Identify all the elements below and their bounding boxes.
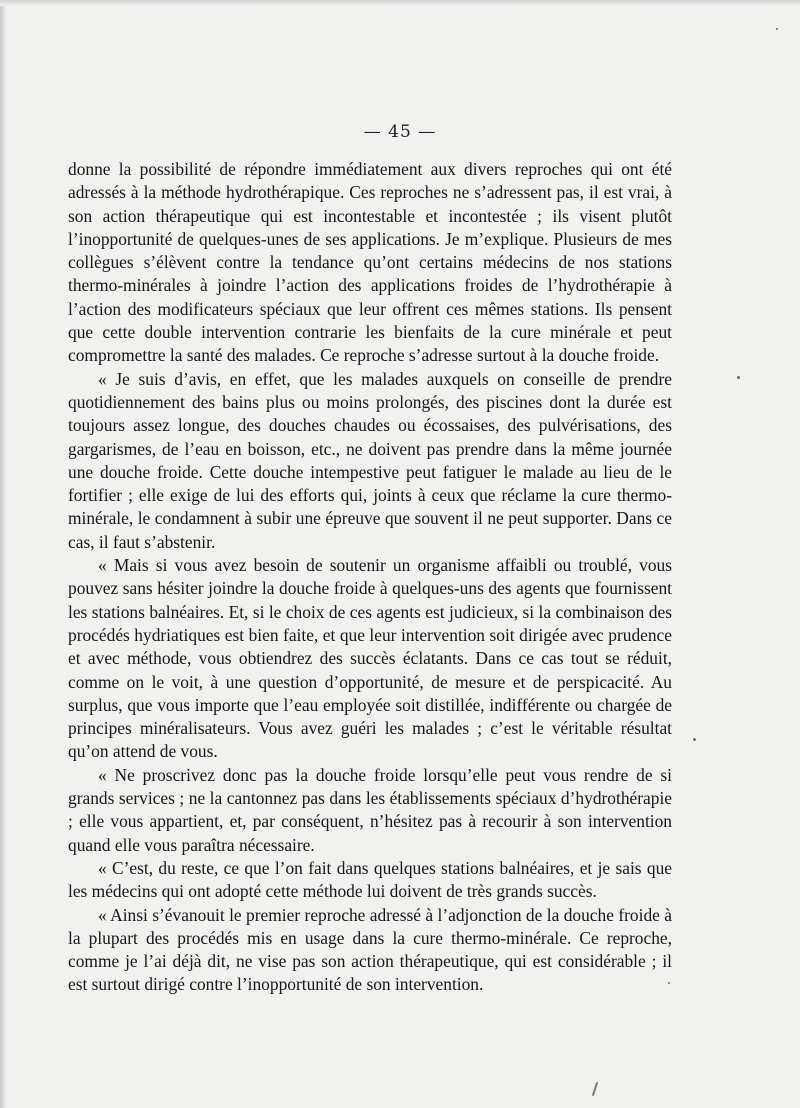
paper-speck (693, 738, 696, 741)
paragraph-2: « Je suis d’avis, en effet, que les malades auxquels on conseille de prendre quotidiennement des bains plus ou moins prolongés, des piscines dont la durée est toujours assez longue, des douches chaudes ou écossaises, des pulvérisations, des gargarismes, de l’eau en boisson, etc., ne doivent pas prendre dans la même journée une douche froide. Cette douche intempestive peut fatiguer le malade au lieu de le fortifier ; elle exige de lui des efforts qui, joints à ceux que réclame la cure thermo-minérale, le condamnent à subir une épreuve que souvent il ne peut supporter. Dans ce cas, il faut s’abstenir. (68, 368, 672, 552)
paper-mark (592, 1082, 598, 1096)
paragraph-5: « C’est, du reste, ce que l’on fait dans quelques stations balnéaires, et je sais que les médecins qui ont adopté cette méthode lui doivent de très grands succès. (68, 857, 672, 902)
paragraph-3: « Mais si vous avez besoin de soutenir un organisme affaibli ou troublé, vous pouvez sans hésiter joindre la douche froide à quelques-uns des agents que fournissent les stations balnéaires. Et, si le choix de ces agents est judicieux, si la combinaison des procédés hydriatiques est bien faite, et que leur intervention soit dirigée avec prudence et avec méthode, vous obtiendrez des succès éclatants. Dans ce cas tout se réduit, comme on le voit, à une question d’opportunité, de mesure et de perspicacité. Au surplus, que vous importe que l’eau employée soit distillée, indifférente ou chargée de principes minéralisateurs. Vous avez guéri les malades ; c’est le véritable résultat qu’on attend de vous. (68, 555, 672, 762)
paper-speck (737, 376, 740, 379)
body-text (68, 158, 672, 997)
paragraph-4: « Ne proscrivez donc pas la douche froide lorsqu’elle peut vous rendre de si grands services ; ne la cantonnez pas dans les établissements spéciaux d’hydrothérapie ; elle vous appartient, et, par conséquent, n’hésitez pas à recourir à son intervention quand elle vous paraîtra nécessaire. (68, 764, 672, 855)
page-edge-shadow-top (0, 0, 800, 6)
page-edge-shadow-left (0, 0, 6, 1108)
paragraph-1: donne la possibilité de répondre immédiatement aux divers reproches qui ont été adressés à la méthode hydrothérapique. Ces reproches ne s’adressent pas, il est vrai, à son action thérapeutique qui est incontestable et incontestée ; ils visent plutôt l’inopportunité de quelques-unes de ses applications. Je m’explique. Plusieurs de mes collègues s’élèvent contre la tendance qu’ont certains médecins de nos stations thermo-minérales à joindre l’action des applications froides de l’hydrothérapie à l’action des modificateurs spéciaux que leur offrent ces mêmes stations. Ils pensent que cette double intervention contrarie les bienfaits de la cure minérale et peut compromettre la santé des malades. Ce reproche s’adresse surtout à la douche froide. (68, 159, 672, 366)
paper-speck (668, 982, 670, 984)
page-number: — 45 — (363, 122, 437, 142)
paragraph-6: « Ainsi s’évanouit le premier reproche adressé à l’adjonction de la douche froide à la plupart des procédés mis en usage dans la cure thermo-minérale. Ce reproche, comme je l’ai déjà dit, ne vise pas son action thérapeutique, qui est considérable ; il est surtout dirigé contre l’inopportunité de son intervention. (68, 904, 672, 995)
paper-speck (776, 28, 778, 30)
